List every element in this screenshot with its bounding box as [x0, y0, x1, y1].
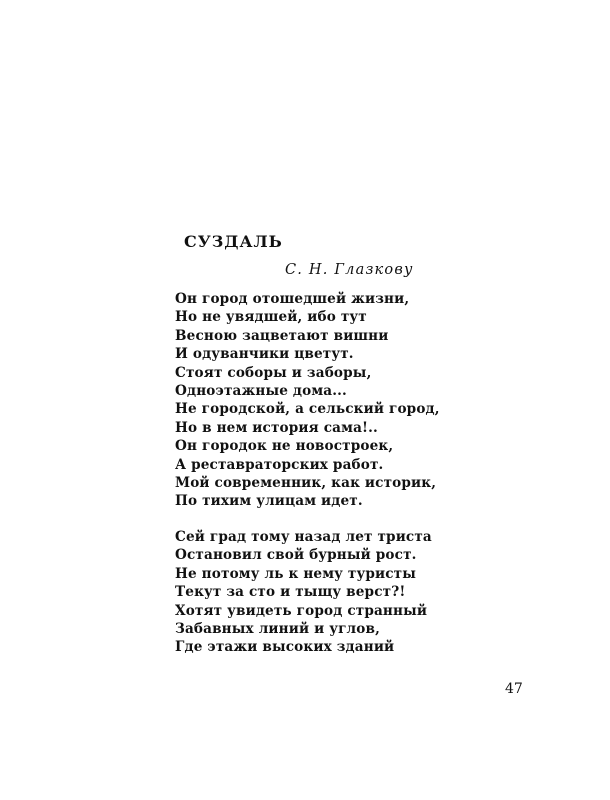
poem-line: Стоят соборы и заборы,	[175, 364, 372, 381]
poem-line: Мой современник, как историк,	[175, 474, 437, 491]
poem-line: А реставраторских работ.	[175, 456, 384, 473]
poem-line: Остановил свой бурный рост.	[175, 547, 417, 564]
poem-line: Текут за сто и тыщу верст?!	[175, 584, 406, 601]
poem-line: Сей град тому назад лет триста	[175, 529, 432, 545]
stanza-2	[175, 528, 432, 657]
poem-title: СУЗДАЛЬ	[184, 232, 283, 251]
poem-line: Но в нем история сама!..	[175, 419, 378, 436]
poem-line: Одноэтажные дома...	[175, 382, 347, 399]
poem-dedication: С. Н. Глазкову	[285, 262, 414, 278]
page-number: 47	[505, 681, 523, 697]
poem-line: Он город отошедшей жизни,	[175, 291, 410, 307]
poem-line: И одуванчики цветут.	[175, 346, 354, 363]
poem-line: Где этажи высоких зданий	[175, 639, 395, 656]
poem-line: Весною зацветают вишни	[175, 327, 389, 344]
poem-line: Забавных линий и углов,	[175, 620, 380, 637]
poem-line: Но не увядшей, ибо тут	[175, 309, 367, 326]
poem-line: Он городок не новостроек,	[175, 438, 394, 455]
poem-line: Не потому ль к нему туристы	[175, 565, 416, 582]
poem-line: По тихим улицам идет.	[175, 493, 363, 510]
poem-line: Хотят увидеть город странный	[175, 602, 428, 619]
poem-line: Не городской, а сельский город,	[175, 401, 440, 418]
stanza-1	[175, 290, 440, 511]
